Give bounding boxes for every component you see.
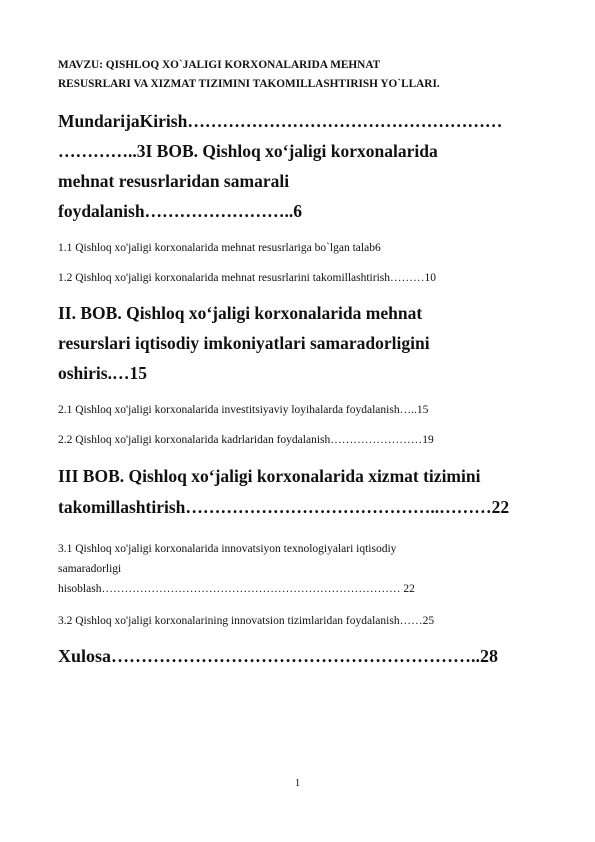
toc-entry-1-2: 1.2 Qishloq xo'jaligi korxonalarida mehnat resusrlarini takomillashtirish………10	[58, 272, 436, 284]
chapter-2-line-2: resurslari iqtisodiy imkoniyatlari samaradorligini	[58, 333, 430, 353]
contents-heading-line-2: …………..3I BOB. Qishloq xo‘jaligi korxonalarida	[58, 141, 438, 161]
toc-entry-3-1	[58, 539, 552, 599]
contents-heading-line-3: mehnat resusrlaridan samarali	[58, 171, 290, 191]
contents-heading-line-4: foydalanish……………………..6	[58, 201, 303, 221]
chapter-3-line-1: III BOB. Qishloq xo‘jaligi korxonalarida xizmat tizimini	[58, 466, 481, 486]
chapter-3-heading	[58, 461, 552, 523]
chapter-3-line-2: takomillashtirish……………………………………..………22	[58, 497, 510, 517]
chapter-2-line-3: oshiris.…15	[58, 363, 147, 383]
topic-title-line-1: MAVZU: QISHLOQ XO`JALIGI KORXONALARIDA MEHNAT	[58, 59, 381, 71]
toc-entry-2-2: 2.2 Qishloq xo'jaligi korxonalarida kadrlaridan foydalanish……………………19	[58, 434, 434, 446]
toc-entry-3-1-line-3: hisoblash…………………………………………………………………… 22	[58, 583, 415, 595]
toc-entry-1-1: 1.1 Qishloq xo'jaligi korxonalarida mehnat resusrlariga bo`lgan talab6	[58, 242, 381, 254]
toc-entry-3-2: 3.2 Qishloq xo'jaligi korxonalarining innovatsion tizimlaridan foydalanish……25	[58, 615, 435, 627]
chapter-2-line-1: II. BOB. Qishloq xo‘jaligi korxonalarida mehnat	[58, 303, 423, 323]
table-of-contents	[58, 56, 552, 689]
toc-entry-3-1-line-2: samaradorligi	[58, 563, 122, 575]
page-number: 1	[294, 777, 301, 789]
conclusion-entry: Xulosa……………………………………………………..28	[58, 646, 499, 666]
contents-heading-line-1: MundarijaKirish………………………………………………	[58, 111, 503, 131]
contents-heading	[58, 106, 552, 226]
toc-entry-3-1-line-1: 3.1 Qishloq xo'jaligi korxonalarida innovatsiyon texnologiyalari iqtisodiy	[58, 543, 397, 555]
toc-entry-2-1: 2.1 Qishloq xo'jaligi korxonalarida investitsiyaviy loyihalarda foydalanish…..15	[58, 404, 429, 416]
chapter-2-heading	[58, 298, 552, 388]
topic-title-line-2: RESUSRLARI VA XIZMAT TIZIMINI TAKOMILLASHTIRISH YO`LLARI.	[58, 78, 440, 90]
